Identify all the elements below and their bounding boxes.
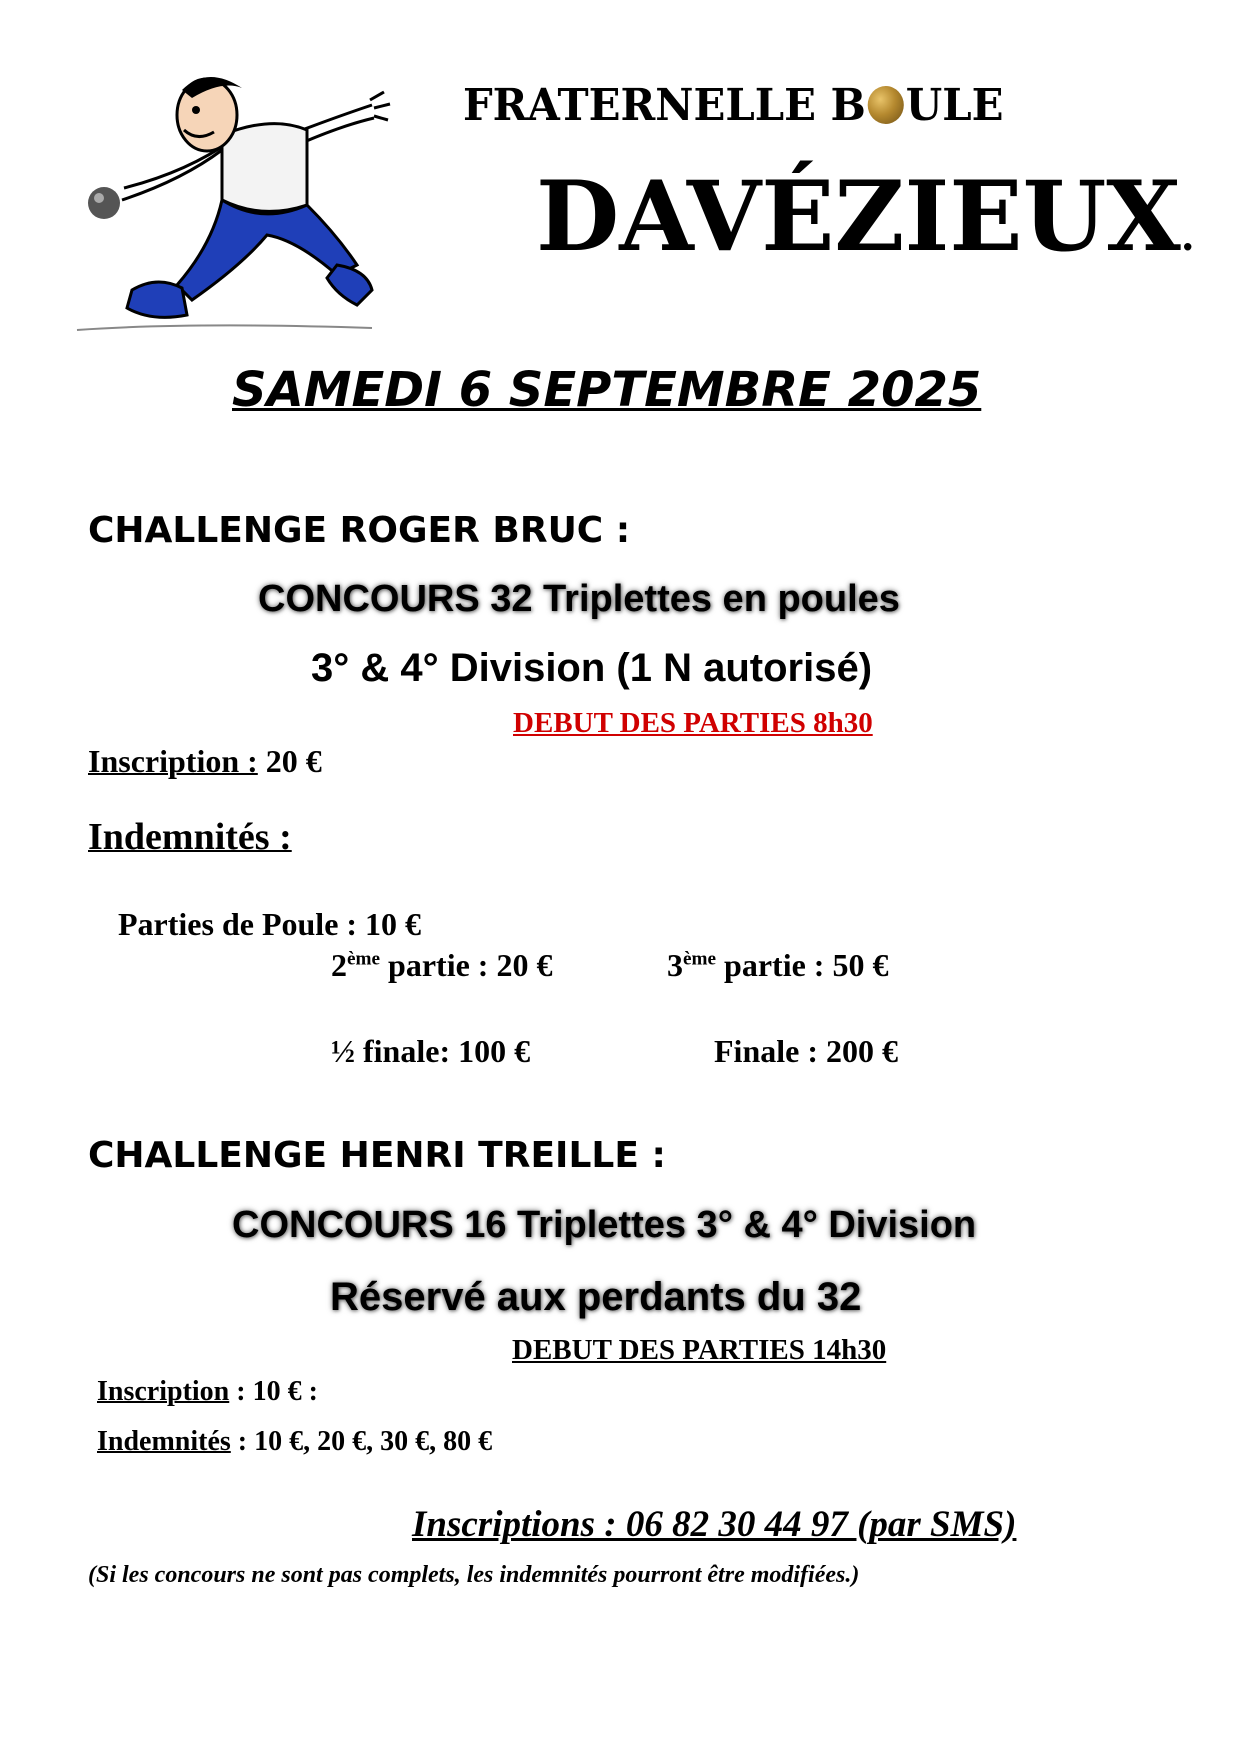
challenge2-start-time: DEBUT DES PARTIES 14h30 [512,1334,887,1366]
challenge1-title: CHALLENGE ROGER BRUC : [88,510,631,551]
town-period: . [1180,213,1195,260]
challenge1-prizes-heading [88,815,292,859]
club-name-part1: FRATERNELLE B [463,80,866,131]
club-name [463,80,1003,131]
round3-number: 3 [667,947,683,983]
town-text: DAVÉZIEUX [536,160,1181,273]
club-name-part2: ULE [905,80,1004,131]
challenge1-registration-label: Inscription : [88,743,258,779]
challenge2-registration-label: Inscription [97,1376,230,1407]
challenge1-second-round-prize [331,947,552,984]
challenge1-final-prize: Finale : 200 € [714,1033,898,1069]
challenge2-title: CHALLENGE HENRI TREILLE : [88,1135,666,1176]
petanque-player-icon [72,60,402,340]
challenge1-start-time: DEBUT DES PARTIES 8h30 [513,707,873,739]
registration-contact: Inscriptions : 06 82 30 44 97 (par SMS) [412,1504,1017,1545]
challenge1-pool-prize: Parties de Poule : 10 € [118,906,422,942]
challenge2-prizes-label: Indemnités [97,1426,231,1457]
challenge2-prizes [97,1426,492,1458]
challenge1-division: 3° & 4° Division (1 N autorisé) [311,646,873,690]
challenge1-concours: CONCOURS 32 Triplettes en poules [258,578,900,620]
challenge1-prizes-label: Indemnités : [88,816,292,858]
town-name [536,160,1195,273]
challenge1-semifinal-prize: ½ finale: 100 € [331,1033,531,1069]
round2-number: 2 [331,947,347,983]
round2-text: partie : 20 € [380,947,553,983]
challenge1-third-round-prize [667,947,888,984]
challenge2-eligibility: Réservé aux perdants du 32 [330,1275,862,1319]
round3-text: partie : 50 € [716,947,889,983]
challenge2-concours: CONCOURS 16 Triplettes 3° & 4° Division [232,1204,977,1246]
round2-suffix: ème [347,948,381,970]
round3-suffix: ème [683,948,717,970]
challenge2-registration [97,1376,318,1408]
challenge2-prizes-values: : 10 €, 20 €, 30 €, 80 € [230,1426,493,1457]
disclaimer-note: (Si les concours ne sont pas complets, les indemnités pourront être modifiées.) [88,1562,860,1588]
event-date: SAMEDI 6 SEPTEMBRE 2025 [232,362,982,418]
challenge1-registration-fee: 20 € [257,743,322,779]
challenge1-registration [88,743,322,780]
boule-icon [868,86,904,124]
challenge2-registration-fee: : 10 € : [229,1376,318,1407]
